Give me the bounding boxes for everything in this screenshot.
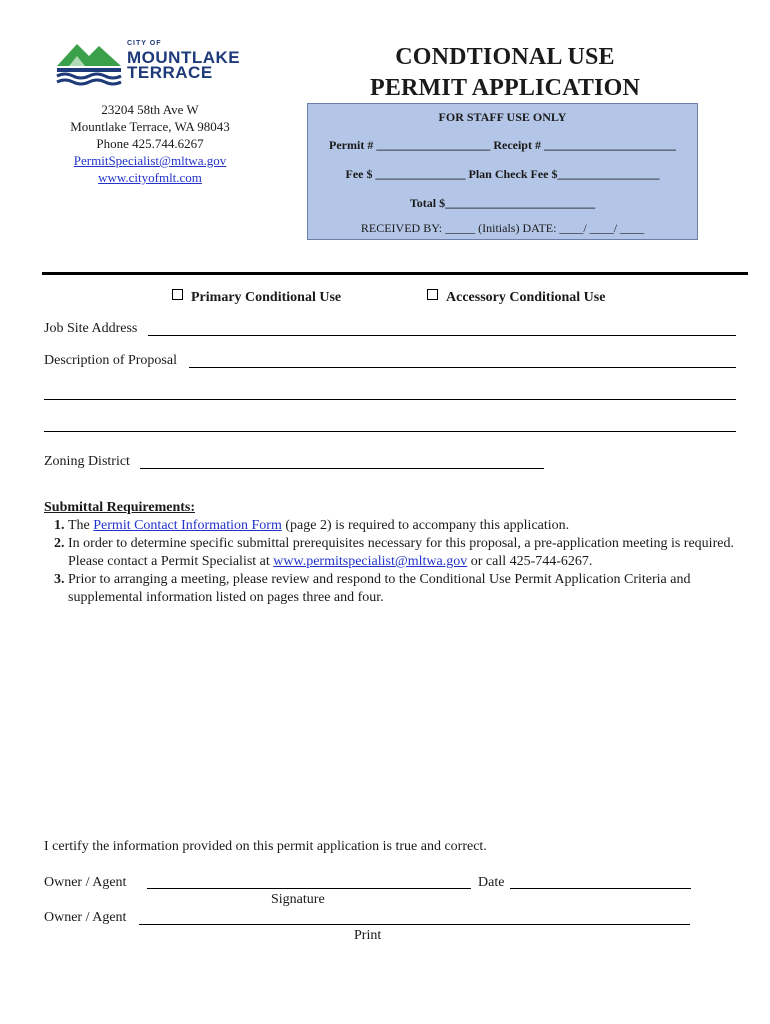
address-line1: 23204 58th Ave W bbox=[101, 102, 199, 117]
date-input[interactable] bbox=[510, 888, 691, 889]
logo-name-line1: MOUNTLAKE bbox=[127, 48, 241, 67]
requirement-item-1: 1. The Permit Contact Information Form (page 2) is required to accompany this application. bbox=[68, 517, 744, 535]
date-label: Date bbox=[478, 875, 505, 890]
checkbox-icon bbox=[172, 289, 183, 300]
permit-contact-form-link[interactable]: Permit Contact Information Form bbox=[93, 518, 282, 533]
accessory-conditional-use-label: Accessory Conditional Use bbox=[446, 290, 606, 305]
print-caption: Print bbox=[354, 928, 382, 943]
job-site-label: Job Site Address bbox=[44, 321, 138, 336]
total-line: Total $_________________________ bbox=[409, 196, 596, 210]
description-input-line2[interactable] bbox=[44, 399, 736, 400]
page-title bbox=[350, 42, 660, 104]
certification-statement: I certify the information provided on this permit application is true and correct. bbox=[44, 839, 487, 854]
mountain-logo-icon bbox=[55, 38, 125, 88]
owner-agent-label-2: Owner / Agent bbox=[44, 910, 127, 925]
permit-receipt-line: Permit # ___________________ Receipt # ______________________ bbox=[329, 138, 676, 152]
email-link[interactable]: PermitSpecialist@mltwa.gov bbox=[73, 153, 227, 168]
requirement-item-3: 3. Prior to arranging a meeting, please review and respond to the Conditional Use Permit Application Criteria and supplemental information listed on pages three and four. bbox=[68, 571, 744, 607]
staff-heading: FOR STAFF USE ONLY bbox=[438, 110, 567, 124]
logo-name bbox=[127, 50, 240, 80]
header-divider bbox=[42, 272, 748, 275]
print-name-input[interactable] bbox=[139, 924, 690, 925]
signature-caption: Signature bbox=[271, 892, 325, 907]
staff-use-box bbox=[307, 103, 698, 240]
website-link[interactable]: www.cityofmlt.com bbox=[98, 170, 202, 185]
description-label: Description of Proposal bbox=[44, 353, 177, 368]
requirements-list bbox=[44, 517, 744, 607]
permit-specialist-link[interactable]: www.permitspecialist@mltwa.gov bbox=[273, 554, 468, 569]
checkbox-icon bbox=[427, 289, 438, 300]
title-line2: PERMIT APPLICATION bbox=[369, 75, 641, 101]
fee-line: Fee $ _______________ Plan Check Fee $_________________ bbox=[345, 167, 660, 181]
description-input[interactable] bbox=[189, 367, 736, 368]
zoning-label: Zoning District bbox=[44, 454, 130, 469]
primary-conditional-use-label: Primary Conditional Use bbox=[191, 290, 342, 305]
phone-number: Phone 425.744.6267 bbox=[96, 136, 204, 151]
city-logo bbox=[55, 38, 241, 94]
job-site-input[interactable] bbox=[148, 335, 736, 336]
signature-input[interactable] bbox=[147, 888, 471, 889]
accessory-conditional-use-checkbox[interactable] bbox=[427, 289, 605, 306]
requirement-item-2: 2. In order to determine specific submittal prerequisites necessary for this proposal, a pre-application meeting is required. Please contact a Permit Specialist at www.permitspecialist@mltwa.gov or call 425-744-6267. bbox=[68, 535, 744, 571]
primary-conditional-use-checkbox[interactable] bbox=[172, 289, 341, 306]
requirements-heading: Submittal Requirements: bbox=[44, 500, 196, 515]
submittal-requirements bbox=[44, 499, 744, 607]
received-line: RECEIVED BY: _____ (Initials) DATE: ____/ ____/ ____ bbox=[360, 221, 645, 235]
owner-agent-label-1: Owner / Agent bbox=[44, 875, 127, 890]
logo-name-line2: TERRACE bbox=[127, 63, 213, 82]
address-block bbox=[40, 101, 260, 186]
address-line2: Mountlake Terrace, WA 98043 bbox=[70, 119, 230, 134]
title-line1: CONDTIONAL USE bbox=[395, 44, 615, 70]
zoning-input[interactable] bbox=[140, 468, 544, 469]
logo-city-of: CITY OF bbox=[127, 40, 162, 47]
description-input-line3[interactable] bbox=[44, 431, 736, 432]
